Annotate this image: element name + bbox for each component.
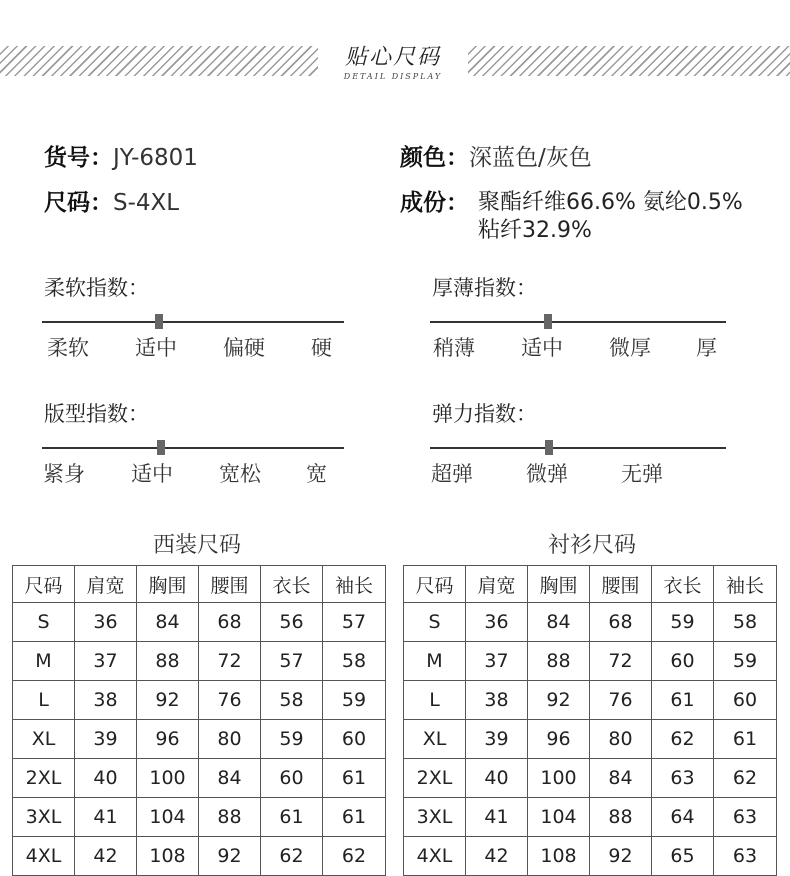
table-cell: 59	[261, 720, 323, 759]
elasticity-label-2: 微弹	[526, 462, 568, 486]
table-cell: 42	[75, 837, 137, 876]
table-cell: 62	[714, 759, 777, 798]
table-cell: 62	[261, 837, 323, 876]
table-cell: 61	[323, 798, 386, 837]
table-cell: 39	[466, 720, 528, 759]
size-range-value: S-4XL	[113, 190, 180, 216]
header-cell: 胸围	[528, 566, 590, 603]
table-header-row	[13, 566, 386, 603]
table-row	[404, 837, 777, 876]
suit-size-table-title: 西装尺码	[152, 533, 241, 558]
elasticity-index-marker	[545, 440, 553, 455]
table-cell: M	[404, 642, 466, 681]
table-cell: 92	[590, 837, 652, 876]
table-cell: S	[13, 603, 75, 642]
banner-subtitle: DETAIL DISPLAY	[343, 72, 443, 81]
table-cell: 80	[199, 720, 261, 759]
table-cell: 60	[323, 720, 386, 759]
table-cell: 76	[199, 681, 261, 720]
fit-label-3: 宽松	[219, 462, 261, 486]
table-cell: 96	[137, 720, 199, 759]
header-cell: 衣长	[652, 566, 714, 603]
table-cell: 37	[75, 642, 137, 681]
composition-line-1: 聚酯纤维66.6% 氨纶0.5%	[478, 190, 743, 215]
table-cell: 108	[528, 837, 590, 876]
color-row	[400, 143, 592, 173]
table-row	[13, 642, 386, 681]
header-cell: 尺码	[13, 566, 75, 603]
table-cell: 42	[466, 837, 528, 876]
table-cell: 59	[652, 603, 714, 642]
softness-label-1: 柔软	[47, 336, 89, 360]
header-cell: 肩宽	[466, 566, 528, 603]
suit-size-table	[12, 565, 386, 876]
table-cell: 40	[75, 759, 137, 798]
banner-stripe-right	[468, 46, 790, 76]
thickness-label-3: 微厚	[609, 336, 651, 360]
table-row	[404, 642, 777, 681]
table-row	[13, 720, 386, 759]
table-cell: 41	[466, 798, 528, 837]
table-cell: 57	[323, 603, 386, 642]
table-cell: 56	[261, 603, 323, 642]
elasticity-label-3: 无弹	[621, 462, 663, 486]
table-cell: 60	[714, 681, 777, 720]
table-row	[13, 798, 386, 837]
table-cell: 4XL	[13, 837, 75, 876]
table-cell: 108	[137, 837, 199, 876]
color-value: 深蓝色/灰色	[469, 145, 592, 171]
header-cell: 胸围	[137, 566, 199, 603]
thickness-index-marker	[544, 314, 552, 329]
table-cell: 104	[528, 798, 590, 837]
table-cell: 59	[323, 681, 386, 720]
softness-label-3: 偏硬	[223, 336, 265, 360]
item-number-row	[44, 143, 198, 173]
table-cell: 63	[714, 837, 777, 876]
table-cell: 58	[323, 642, 386, 681]
table-cell: 63	[714, 798, 777, 837]
table-cell: M	[13, 642, 75, 681]
fit-index-marker	[157, 440, 165, 455]
table-cell: 92	[528, 681, 590, 720]
header-cell: 腰围	[199, 566, 261, 603]
table-cell: 62	[323, 837, 386, 876]
elasticity-index-scale	[430, 447, 726, 449]
table-cell: 61	[714, 720, 777, 759]
table-cell: 61	[323, 759, 386, 798]
banner-stripe-left	[0, 46, 318, 76]
table-cell: 104	[137, 798, 199, 837]
thickness-label-2: 适中	[521, 336, 563, 360]
table-cell: 3XL	[13, 798, 75, 837]
table-cell: 3XL	[404, 798, 466, 837]
thickness-label-4: 厚	[696, 336, 717, 360]
fit-index-title: 版型指数：	[44, 402, 149, 426]
table-cell: 65	[652, 837, 714, 876]
banner-title: 贴心尺码	[344, 45, 441, 70]
table-cell: 84	[199, 759, 261, 798]
table-cell: 41	[75, 798, 137, 837]
table-cell: 68	[590, 603, 652, 642]
table-cell: L	[13, 681, 75, 720]
elasticity-index-title: 弹力指数：	[432, 402, 537, 426]
table-cell: XL	[13, 720, 75, 759]
table-cell: 92	[137, 681, 199, 720]
table-cell: 60	[652, 642, 714, 681]
softness-index-scale	[42, 321, 344, 323]
table-cell: 58	[261, 681, 323, 720]
fit-index-scale	[42, 447, 344, 449]
table-cell: 64	[652, 798, 714, 837]
shirt-size-table-title: 衬衫尺码	[547, 533, 636, 558]
table-cell: 63	[652, 759, 714, 798]
table-cell: 72	[590, 642, 652, 681]
table-cell: 2XL	[13, 759, 75, 798]
composition-label: 成份：	[400, 190, 469, 216]
thickness-label-1: 稍薄	[433, 336, 475, 360]
table-cell: 60	[261, 759, 323, 798]
header-cell: 肩宽	[75, 566, 137, 603]
table-cell: 100	[528, 759, 590, 798]
fit-label-1: 紧身	[43, 462, 85, 486]
table-row	[404, 681, 777, 720]
header-cell: 衣长	[261, 566, 323, 603]
size-range-row	[44, 188, 179, 218]
table-header-row	[404, 566, 777, 603]
table-row	[13, 759, 386, 798]
table-cell: 61	[261, 798, 323, 837]
table-cell: 72	[199, 642, 261, 681]
table-cell: 80	[590, 720, 652, 759]
table-cell: 2XL	[404, 759, 466, 798]
thickness-index-scale	[430, 321, 726, 323]
table-cell: 61	[652, 681, 714, 720]
color-label: 颜色：	[400, 145, 469, 171]
table-cell: 39	[75, 720, 137, 759]
table-cell: 84	[528, 603, 590, 642]
shirt-size-table	[403, 565, 777, 876]
table-cell: 100	[137, 759, 199, 798]
softness-label-2: 适中	[135, 336, 177, 360]
table-cell: 36	[75, 603, 137, 642]
table-cell: 38	[466, 681, 528, 720]
table-cell: 68	[199, 603, 261, 642]
table-row	[13, 681, 386, 720]
composition-line-2: 粘纤32.9%	[478, 218, 592, 243]
table-cell: 84	[590, 759, 652, 798]
table-cell: 36	[466, 603, 528, 642]
table-row	[13, 837, 386, 876]
table-cell: 92	[199, 837, 261, 876]
header-cell: 袖长	[714, 566, 777, 603]
table-cell: L	[404, 681, 466, 720]
table-row	[404, 798, 777, 837]
table-cell: 37	[466, 642, 528, 681]
table-cell: 88	[590, 798, 652, 837]
table-cell: 59	[714, 642, 777, 681]
table-cell: 84	[137, 603, 199, 642]
table-cell: 58	[714, 603, 777, 642]
softness-index-marker	[155, 314, 163, 329]
table-cell: 76	[590, 681, 652, 720]
size-range-label: 尺码：	[44, 190, 113, 216]
table-cell: 57	[261, 642, 323, 681]
table-cell: 4XL	[404, 837, 466, 876]
softness-label-4: 硬	[311, 336, 332, 360]
table-cell: 88	[199, 798, 261, 837]
header-cell: 袖长	[323, 566, 386, 603]
table-row	[404, 720, 777, 759]
table-cell: XL	[404, 720, 466, 759]
table-cell: 96	[528, 720, 590, 759]
table-cell: 62	[652, 720, 714, 759]
table-cell: S	[404, 603, 466, 642]
table-cell: 88	[137, 642, 199, 681]
table-row	[404, 759, 777, 798]
table-cell: 88	[528, 642, 590, 681]
fit-label-2: 适中	[131, 462, 173, 486]
table-row	[404, 603, 777, 642]
softness-index-title: 柔软指数：	[44, 276, 149, 300]
fit-label-4: 宽	[306, 462, 327, 486]
thickness-index-title: 厚薄指数：	[432, 276, 537, 300]
header-cell: 尺码	[404, 566, 466, 603]
table-cell: 40	[466, 759, 528, 798]
item-number-value: JY-6801	[113, 145, 198, 171]
table-cell: 38	[75, 681, 137, 720]
composition-value	[478, 189, 743, 245]
composition-row	[400, 188, 469, 218]
elasticity-label-1: 超弹	[431, 462, 473, 486]
header-cell: 腰围	[590, 566, 652, 603]
table-row	[13, 603, 386, 642]
item-number-label: 货号：	[44, 145, 113, 171]
